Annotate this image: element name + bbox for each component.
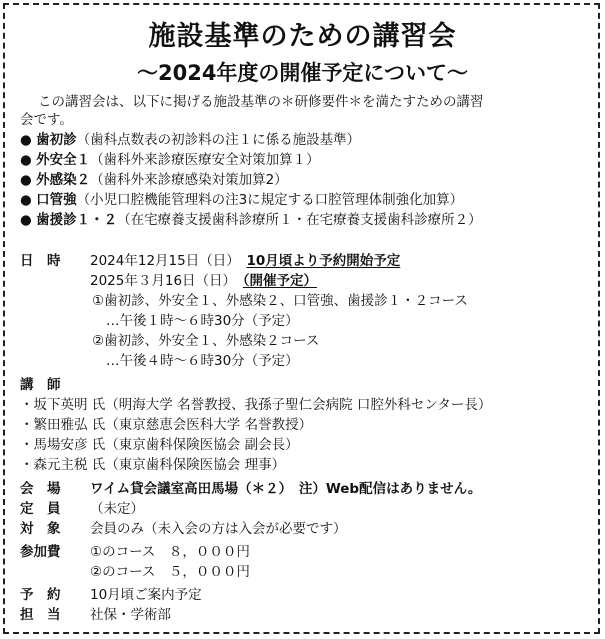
requirement-name: 外感染２ <box>36 172 91 188</box>
lecturer-item: ・馬場安彦 氏（東京歯科保険医協会 副会長） <box>20 437 299 453</box>
date-1-note: 10月頃より予約開始予定 <box>246 253 401 269</box>
course-1-time: …午後１時〜６時30分（予定） <box>106 313 299 329</box>
requirement-name: 外安全１ <box>36 152 91 168</box>
course-2-time: …午後４時〜６時30分（予定） <box>106 353 299 369</box>
list-item <box>20 191 463 209</box>
fee-course-1: ①のコース ８，０００円 <box>90 544 250 560</box>
date-2-note: （開催予定） <box>242 273 318 289</box>
list-item <box>20 171 288 189</box>
intro-line-2: 会です。 <box>20 112 73 128</box>
target-label: 対 象 <box>20 521 61 537</box>
date-2: 2025年３月16日（日） <box>90 273 230 289</box>
requirement-name: 歯初診 <box>36 132 77 148</box>
schedule-date-2 <box>90 272 317 290</box>
intro-line-1: この講習会は、以下に掲げる施設基準の＊研修要件＊を満たすための講習 <box>38 94 484 110</box>
list-item <box>20 131 360 149</box>
bullet-icon: ● <box>20 212 32 228</box>
venue-text: ワイム貸会議室高田馬場（＊２） 注）Web配信はありません。 <box>90 481 482 497</box>
fee-label: 参加費 <box>20 544 61 560</box>
lecturer-item: ・繁田雅弘 氏（東京慈恵会医科大学 名誉教授） <box>20 417 313 433</box>
bullet-icon: ● <box>20 132 32 148</box>
requirement-detail: （小児口腔機能管理料の注3に規定する口腔管理体制強化加算） <box>76 192 464 208</box>
page-subtitle: 〜2024年度の開催予定について〜 <box>136 61 469 85</box>
requirement-name: 歯援診１・２ <box>36 212 118 228</box>
list-item <box>20 211 482 229</box>
venue-label: 会 場 <box>20 481 61 497</box>
requirement-detail: （在宅療養支援歯科診療所１・在宅療養支援歯科診療所２） <box>117 212 482 228</box>
target-text: 会員のみ（未入会の方は入会が必要です） <box>90 521 347 537</box>
schedule-label: 日 時 <box>20 253 61 269</box>
reservation-text: 10月頃ご案内予定 <box>90 587 202 603</box>
capacity-label: 定 員 <box>20 501 61 517</box>
reservation-label: 予 約 <box>20 587 61 603</box>
capacity-text: （未定） <box>90 501 144 517</box>
contact-label: 担 当 <box>20 607 61 623</box>
page-title: 施設基準のための講習会 <box>148 21 457 52</box>
contact-text: 社保・学術部 <box>90 607 171 623</box>
list-item <box>20 151 320 169</box>
bullet-icon: ● <box>20 152 32 168</box>
course-1: ①歯初診、外安全１、外感染２、口管強、歯援診１・２コース <box>92 293 468 309</box>
requirement-detail: （歯科点数表の初診料の注１に係る施設基準） <box>76 132 361 148</box>
requirement-detail: （歯科外来診療医療安全対策加算１） <box>90 152 320 168</box>
date-1: 2024年12月15日（日） <box>90 253 233 269</box>
fee-course-2: ②のコース ５，０００円 <box>90 564 250 580</box>
requirement-detail: （歯科外来診療感染対策加算2） <box>90 172 288 188</box>
schedule-date-1 <box>90 252 400 270</box>
requirement-name: 口管強 <box>36 192 77 208</box>
lecturer-item: ・森元主税 氏（東京歯科保険医協会 理事） <box>20 457 286 473</box>
bullet-icon: ● <box>20 172 32 188</box>
lecturers-label: 講 師 <box>20 377 61 393</box>
lecturer-item: ・坂下英明 氏（明海大学 名誉教授、我孫子聖仁会病院 口腔外科センター長） <box>20 397 492 413</box>
course-2: ②歯初診、外安全１、外感染２コース <box>92 333 320 349</box>
bullet-icon: ● <box>20 192 32 208</box>
